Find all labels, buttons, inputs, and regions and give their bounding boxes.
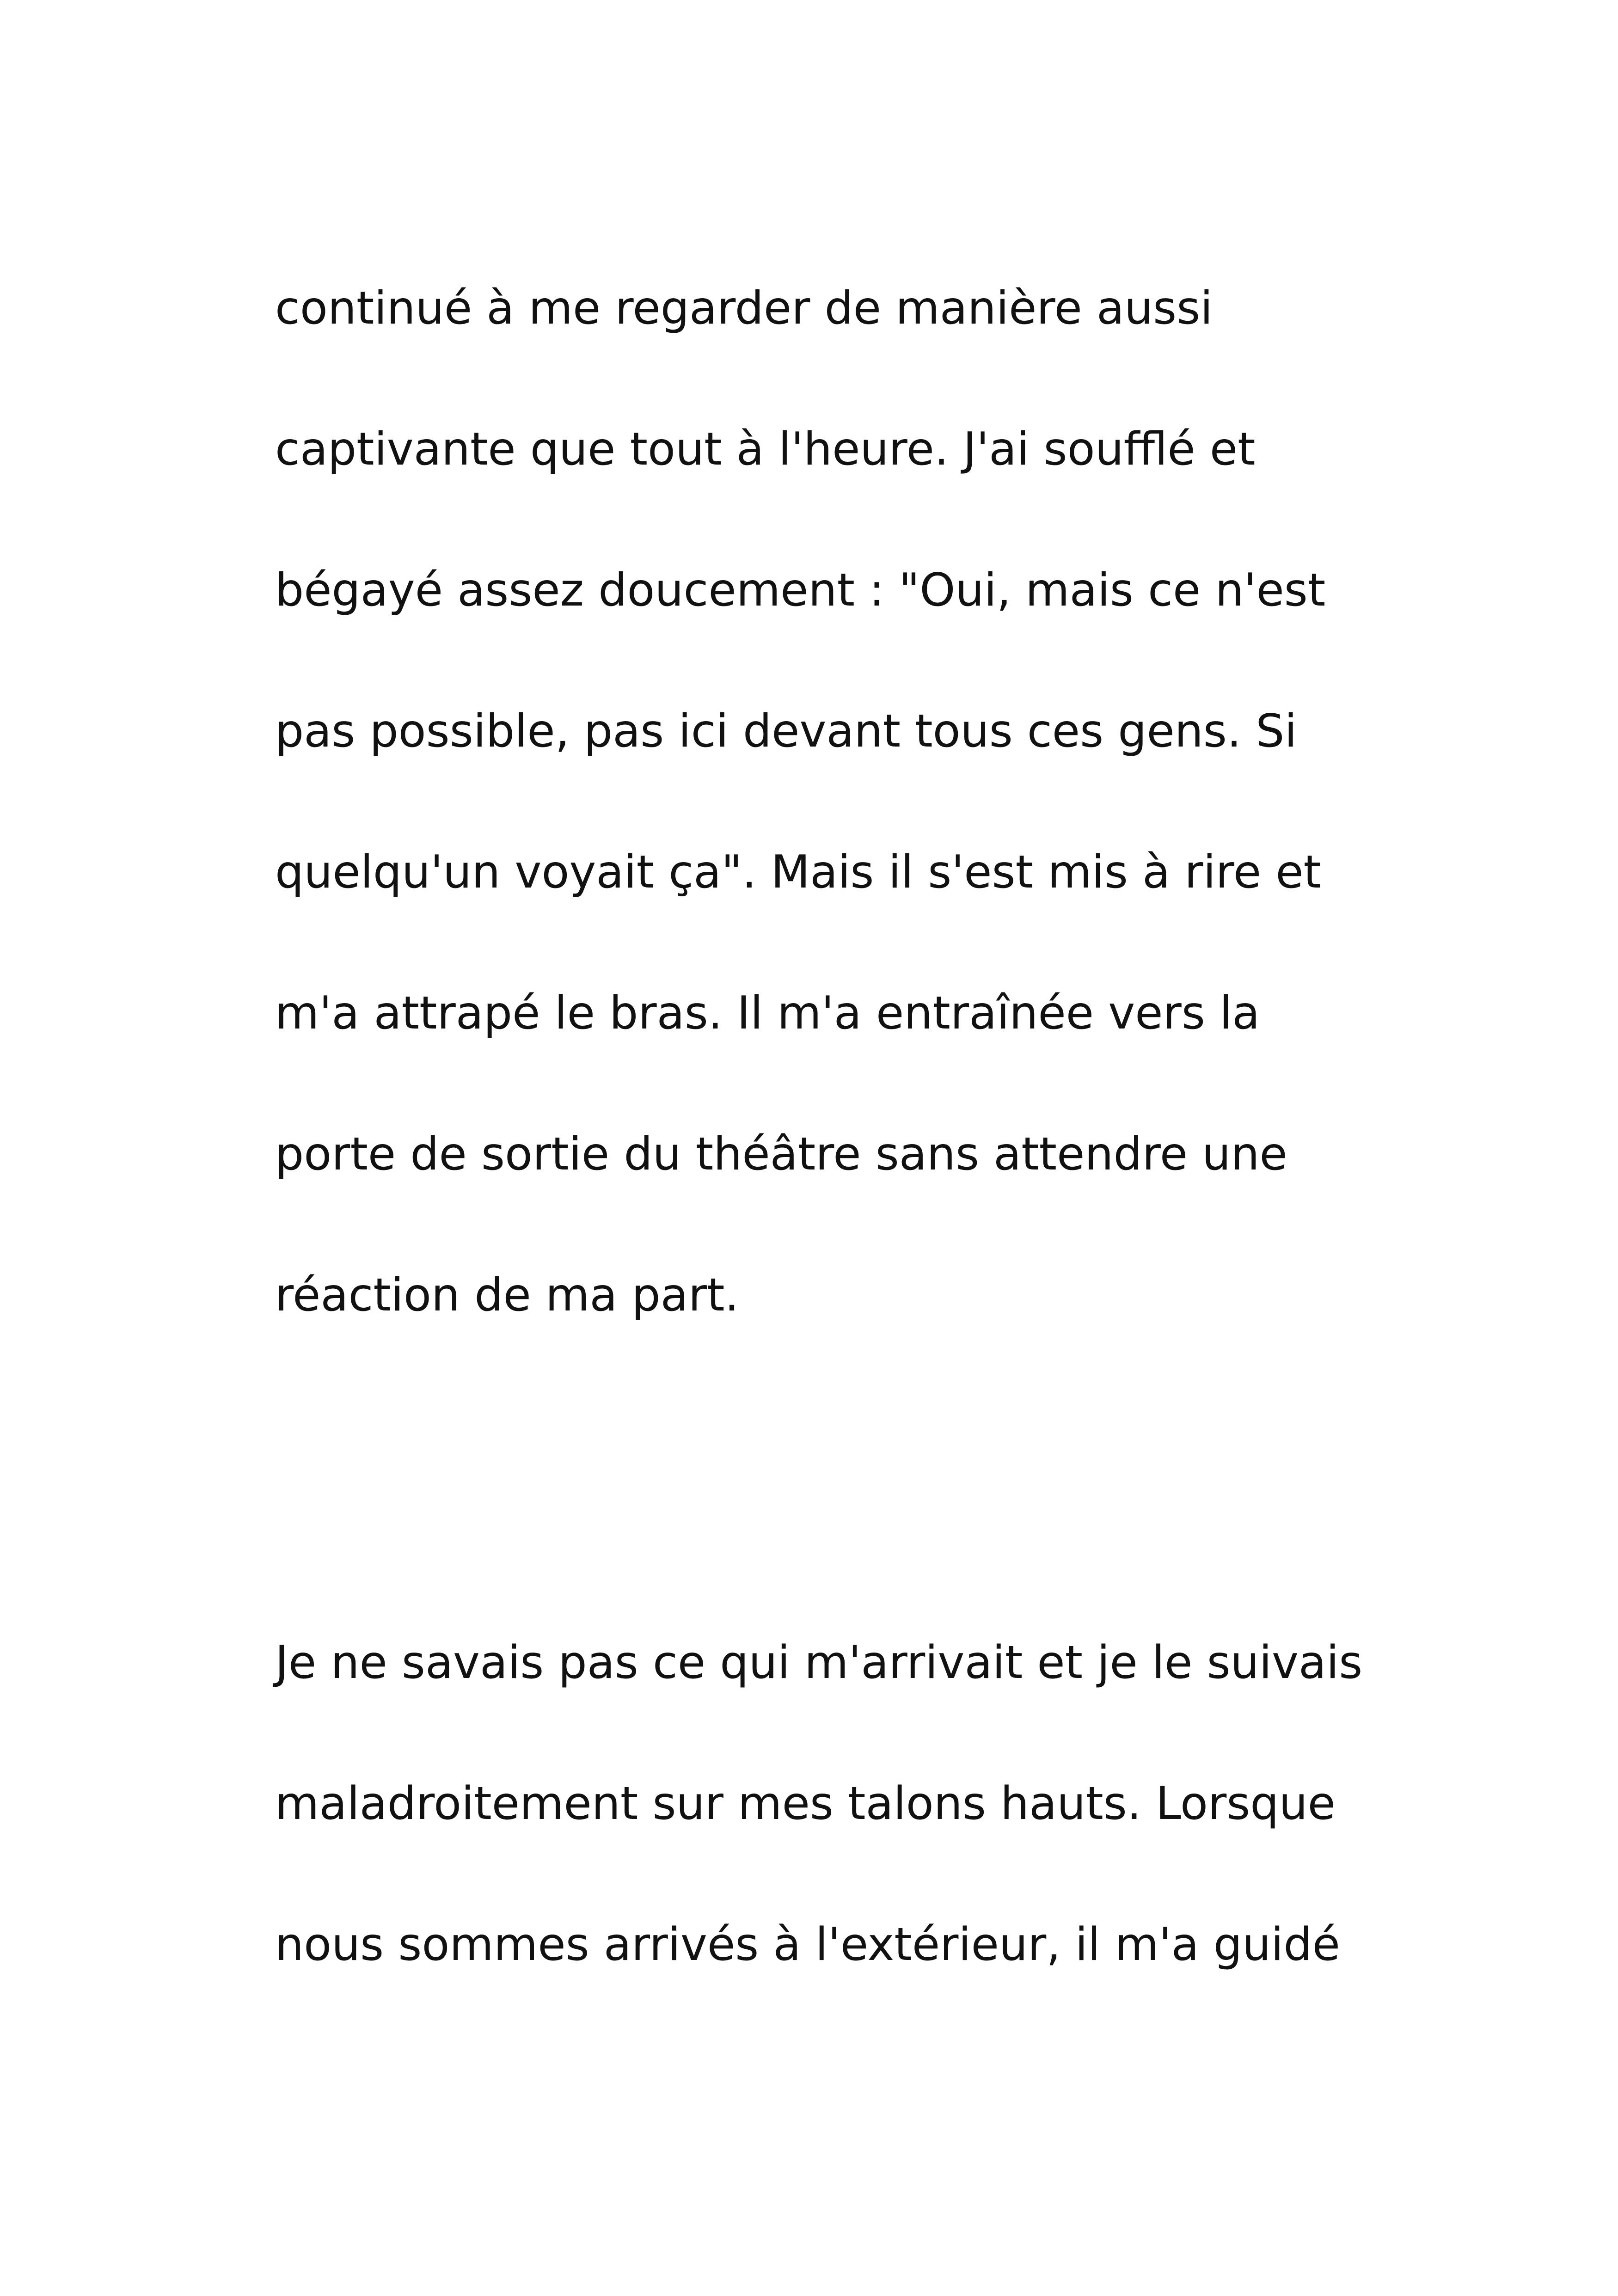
text-line: quelqu'un voyait ça". Mais il s'est mis à rire et (275, 846, 1322, 899)
text-line: pas possible, pas ici devant tous ces gens. Si (275, 705, 1297, 758)
text-line: nous sommes arrivés à l'extérieur, il m'a guidé (275, 1918, 1340, 1971)
text-line: réaction de ma part. (275, 1269, 739, 1322)
text-line: maladroitement sur mes talons hauts. Lorsque (275, 1777, 1336, 1830)
text-line: porte de sortie du théâtre sans attendre une (275, 1128, 1287, 1181)
text-line: continué à me regarder de manière aussi (275, 282, 1213, 335)
text-line: bégayé assez doucement : "Oui, mais ce n'est (275, 564, 1326, 617)
text-line: Je ne savais pas ce qui m'arrivait et je le suivais (275, 1636, 1363, 1689)
text-line: m'a attrapé le bras. Il m'a entraînée vers la (275, 987, 1260, 1040)
text-line: captivante que tout à l'heure. J'ai soufflé et (275, 423, 1256, 476)
